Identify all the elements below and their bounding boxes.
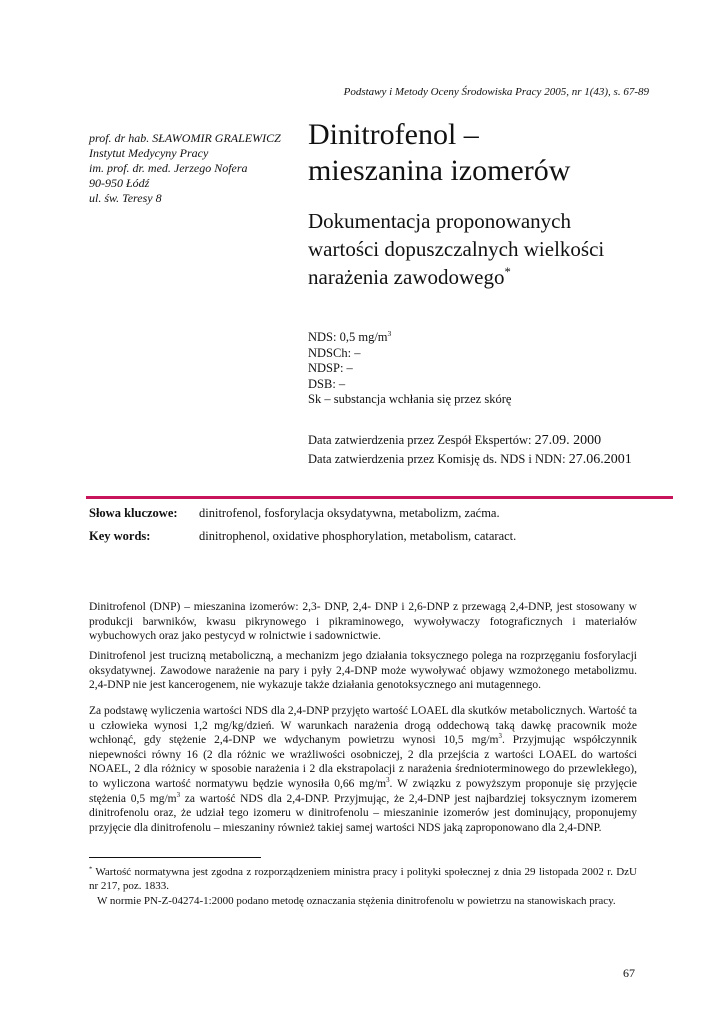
footnote-2-text: W normie PN-Z-04274-1:2000 podano metodę oznaczania stężenia dinitrofenolu w powietrzu na stanowiskach pracy. xyxy=(97,894,616,907)
abstract-paragraph-1 xyxy=(89,600,637,644)
abstract-paragraph-3 xyxy=(89,704,637,835)
paragraph-3-part-3: . W związku z powyższym proponuje się przyjęcie stężenia 0,5 mg/m xyxy=(89,777,637,805)
paragraph-3-part-1: Za podstawę wyliczenia wartości NDS dla 2,4-DNP przyjęto wartość LOAEL dla skutków metabolicznych. Wartość ta u człowieka wynosi 1,2 mg/kg/dzień. W warunkach narażenia drogą oddechową taką dawkę pracownik może wchłonąć, gdy stężenie 2,4-DNP we wdychanym powietrzu wynosi 10,5 mg/m xyxy=(89,705,637,747)
ndsp-value: NDSP: – xyxy=(308,361,353,375)
keywords-polish-text: dinitrofenol, fosforylacja oksydatywna, metabolizm, zaćma. xyxy=(199,506,500,520)
paragraph-text: Dinitrofenol jest trucizną metaboliczną, a mechanizm jego działania toksycznego polega na rozprzęganiu fosforylacji oksydatywnej. Zawodowe narażenie na pary i pyły 2,4-DNP może wywoływać objawy wzmożonego metabolizmu. 2,4-DNP nie jest kancerogenem, nie wykazuje także działania genotoksycznego ani mutagennego. xyxy=(89,650,637,692)
keywords-polish-label: Słowa kluczowe: xyxy=(89,506,178,520)
nds-unit-exponent: 3 xyxy=(387,328,392,338)
journal-citation: Podstawy i Metody Oceny Środowiska Pracy 2005, nr 1(43), s. 67-89 xyxy=(343,86,649,98)
author-name: prof. dr hab. SŁAWOMIR GRALEWICZ xyxy=(89,131,281,145)
unit-exponent: 3 xyxy=(498,733,502,741)
subtitle-line-3 xyxy=(308,263,604,291)
footnote-2 xyxy=(89,894,637,908)
skin-notation: Sk – substancja wchłania się przez skórę xyxy=(308,392,512,406)
approval-dates xyxy=(308,431,632,469)
paragraph-text xyxy=(89,704,637,835)
title-line-1: Dinitrofenol – xyxy=(308,118,479,151)
approval-date-commission xyxy=(308,450,632,469)
paragraph-3-part-4: za wartość NDS dla 2,4-DNP. Przyjmując, że 2,4-DNP jest najbardziej toksycznym izomerem dinitrofenolu oraz, że udział tego izomeru w dinitrofenolu – mieszaninie izomerów jest dominujący, proponujemy przyjęcie dla dinitrofenolu – mieszaniny również takiej samej wartości NDS jaką zaproponowano dla 2,4-DNP. xyxy=(89,792,637,834)
paragraph-text: Dinitrofenol (DNP) – mieszanina izomerów: 2,3- DNP, 2,4- DNP i 2,6-DNP z przewagą 2,4-DNP, jest stosowany w produkcji barwników, kwasu pikrynowego i pikraminowego, wywoływaczy fotograficznych i materiałów wybuchowych oraz jako pestycyd w rolnictwie i sadownictwie. xyxy=(89,601,637,643)
nds-value xyxy=(308,330,511,346)
approval-date-experts-label: Data zatwierdzenia przez Zespół Ekspertów: xyxy=(308,433,532,447)
keywords-english xyxy=(89,529,516,544)
author-institute: Instytut Medycyny Pracy xyxy=(89,146,209,160)
section-divider xyxy=(86,496,673,499)
footnotes xyxy=(89,865,637,908)
subtitle-footnote-mark: * xyxy=(504,265,511,279)
page-number: 67 xyxy=(623,966,635,980)
unit-exponent: 3 xyxy=(386,777,390,785)
nds-text: NDS: 0,5 mg/m xyxy=(308,330,388,344)
footnote-1-text: Wartość normatywna jest zgodna z rozporządzeniem ministra pracy i polityki społecznej z dnia 29 listopada 2002 r. DzU nr 217, poz. 1833. xyxy=(89,866,637,893)
approval-date-experts xyxy=(308,431,632,450)
abstract-paragraph-2 xyxy=(89,649,637,693)
keywords-english-text: dinitrophenol, oxidative phosphorylation, metabolism, cataract. xyxy=(199,529,517,543)
subtitle-line-1: Dokumentacja proponowanych xyxy=(308,209,572,233)
subtitle-line-3-text: narażenia zawodowego xyxy=(308,265,505,289)
paragraph-3-part-2: . Przyjmując współczynnik niepewności równy 16 (2 dla różnic we wrażliwości osobniczej, 2 dla przejścia z wartości LOAEL do wartości NOAEL, 2 dla różnicy w sposobie narażenia i 2 dla ekstrapolacji z narażenia średnioterminowego do przewlekłego), to wyliczona wartość normatywu będzie wynosiła 0,66 mg/m xyxy=(89,734,637,790)
approval-date-commission-label: Data zatwierdzenia przez Komisję ds. NDS i NDN: xyxy=(308,452,566,466)
approval-date-commission-value: 27.06.2001 xyxy=(568,452,632,467)
author-postal-city: 90-950 Łódź xyxy=(89,176,150,190)
author-street: ul. św. Teresy 8 xyxy=(89,191,162,205)
author-institute-name: im. prof. dr. med. Jerzego Nofera xyxy=(89,161,248,175)
approval-date-experts-value: 27.09. 2000 xyxy=(534,433,602,448)
dsb-value: DSB: – xyxy=(308,376,346,391)
subtitle-line-2: wartości dopuszczalnych wielkości xyxy=(308,237,605,261)
footnote-1 xyxy=(89,865,637,894)
ndsch-value: NDSCh: – xyxy=(308,345,361,360)
unit-exponent: 3 xyxy=(176,791,181,799)
article-title xyxy=(308,117,570,189)
exposure-limits xyxy=(308,330,511,408)
keywords-english-label: Key words: xyxy=(89,529,151,543)
footnote-mark: * xyxy=(89,865,93,873)
author-block xyxy=(89,131,294,206)
keywords-polish xyxy=(89,506,500,521)
title-line-2: mieszanina izomerów xyxy=(308,154,571,187)
footnote-divider xyxy=(89,857,261,858)
article-subtitle xyxy=(308,207,604,291)
